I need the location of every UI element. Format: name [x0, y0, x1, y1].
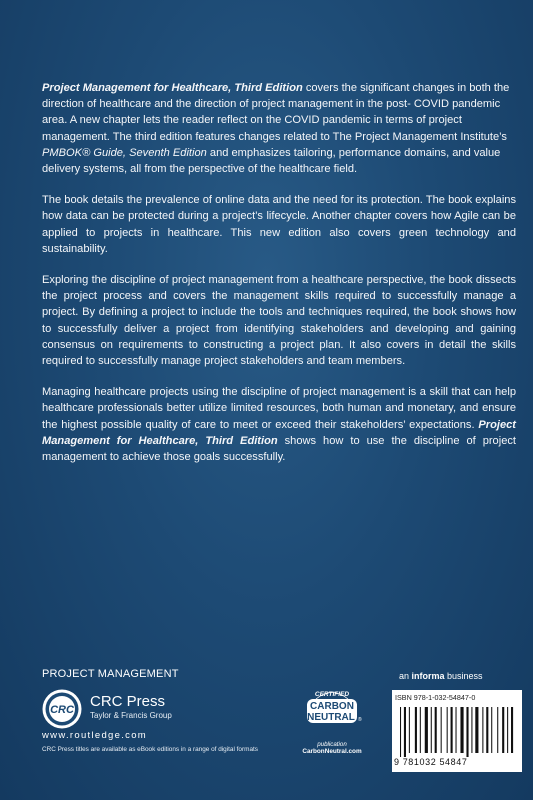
barcode-bar [466, 707, 468, 757]
publisher-group: Taylor & Francis Group [90, 711, 172, 720]
barcode-bar [502, 707, 504, 753]
carbon-word: CARBON [310, 701, 354, 712]
back-cover-blurb [42, 80, 516, 480]
informa-brand: informa [411, 671, 445, 681]
barcode-icon [400, 707, 514, 757]
carbon-neutral-website: CarbonNeutral.com [302, 748, 362, 755]
publisher-website: www.routledge.com [42, 730, 147, 741]
blurb-paragraph-2: The book details the prevalence of online data and the need for its protection. The book explains how data can be protected during a project’s lifecycle. Another chapter covers how Agile can be applied to projects in healthcare. This new edition also covers green technology and sustainability. [42, 194, 516, 255]
carbon-neutral-badge [294, 684, 370, 755]
barcode-bar [475, 707, 478, 753]
publisher-block [90, 694, 172, 720]
barcode-bar [451, 707, 453, 753]
blurb-text: and emphasizes tailoring, performance domains, and value delivery systems, all from the perspective of the healthcare field. [42, 146, 501, 176]
barcode-bar [511, 707, 513, 753]
barcode-bar [431, 707, 432, 753]
barcode-bar [486, 707, 488, 753]
subject-category: PROJECT MANAGEMENT [42, 668, 179, 680]
pmbok-guide-title: PMBOK® Guide, Seventh Edition [42, 146, 207, 159]
barcode-bar [415, 707, 417, 753]
barcode-bar [404, 707, 406, 757]
ebook-note: CRC Press titles are available as eBook editions in a range of digital formats [42, 746, 258, 753]
barcode-bar [482, 707, 483, 753]
isbn-barcode-panel [392, 690, 522, 772]
blurb-text: covers the significant changes in both the direction of healthcare and the direction of project management in the post- COVID pandemic area. A new chapter lets the reader reflect on the COVID pandemic in terms of project management. The third edition features changes related to The Project Management Institute’s [42, 82, 510, 143]
blurb-paragraph-3: Exploring the discipline of project management from a healthcare perspective, the book dissects the project process and covers the management skills required to successfully manage a project. By defining a project to include the tools and techniques required, the book shows how to successfully deliver a project from identifying stakeholders and developing and gaining consensus on requirements to constructing a project plan. It also covers in detail the skills required to successfully manage project stakeholders and team members. [42, 274, 516, 368]
barcode-bar [456, 707, 457, 753]
barcode-bar [507, 707, 508, 753]
barcode-bar [497, 707, 498, 753]
book-title: Project Management for Healthcare, Third Edition [42, 82, 303, 94]
carbon-publication-label: publication [317, 741, 347, 748]
barcode-bar [447, 707, 448, 753]
barcode-bar [460, 707, 463, 753]
informa-business-tagline [399, 671, 483, 681]
book-title: Project Management for Healthcare, Third Edition [42, 418, 516, 447]
crc-press-logo-icon [41, 688, 83, 730]
informa-suffix: business [444, 671, 483, 681]
carbon-neutral-logo-icon [294, 684, 370, 736]
blurb-paragraph-4 [42, 384, 516, 465]
barcode-bar [400, 707, 401, 757]
barcode-bar [409, 707, 410, 753]
informa-prefix: an [399, 671, 412, 681]
barcode-bar [420, 707, 421, 753]
barcode-bar [491, 707, 492, 753]
blurb-text: Managing healthcare projects using the discipline of project management is a skill that can help healthcare professionals better utilize limited resources, both human and monetary, and ensure the highest possible quality of care to meet or exceed their stakeholders’ expectations. [42, 386, 516, 431]
publisher-name: CRC Press [90, 693, 166, 710]
carbon-certified-text: CERTIFIED [314, 691, 350, 698]
isbn-label: ISBN 978-1-032-54847-0 [395, 693, 476, 702]
barcode-bar [441, 707, 442, 753]
barcode-digits: 9 781032 54847 [394, 757, 468, 767]
barcode-bar [471, 707, 472, 753]
barcode-bar [435, 707, 437, 753]
neutral-word: NEUTRAL [307, 712, 355, 723]
crc-logo-text: CRC [50, 704, 74, 716]
blurb-text: shows how to use the discipline of project management to achieve those goals successfully. [42, 434, 516, 464]
blurb-paragraph-1 [42, 80, 516, 177]
registered-mark: ® [358, 717, 362, 723]
barcode-bar [425, 707, 428, 753]
